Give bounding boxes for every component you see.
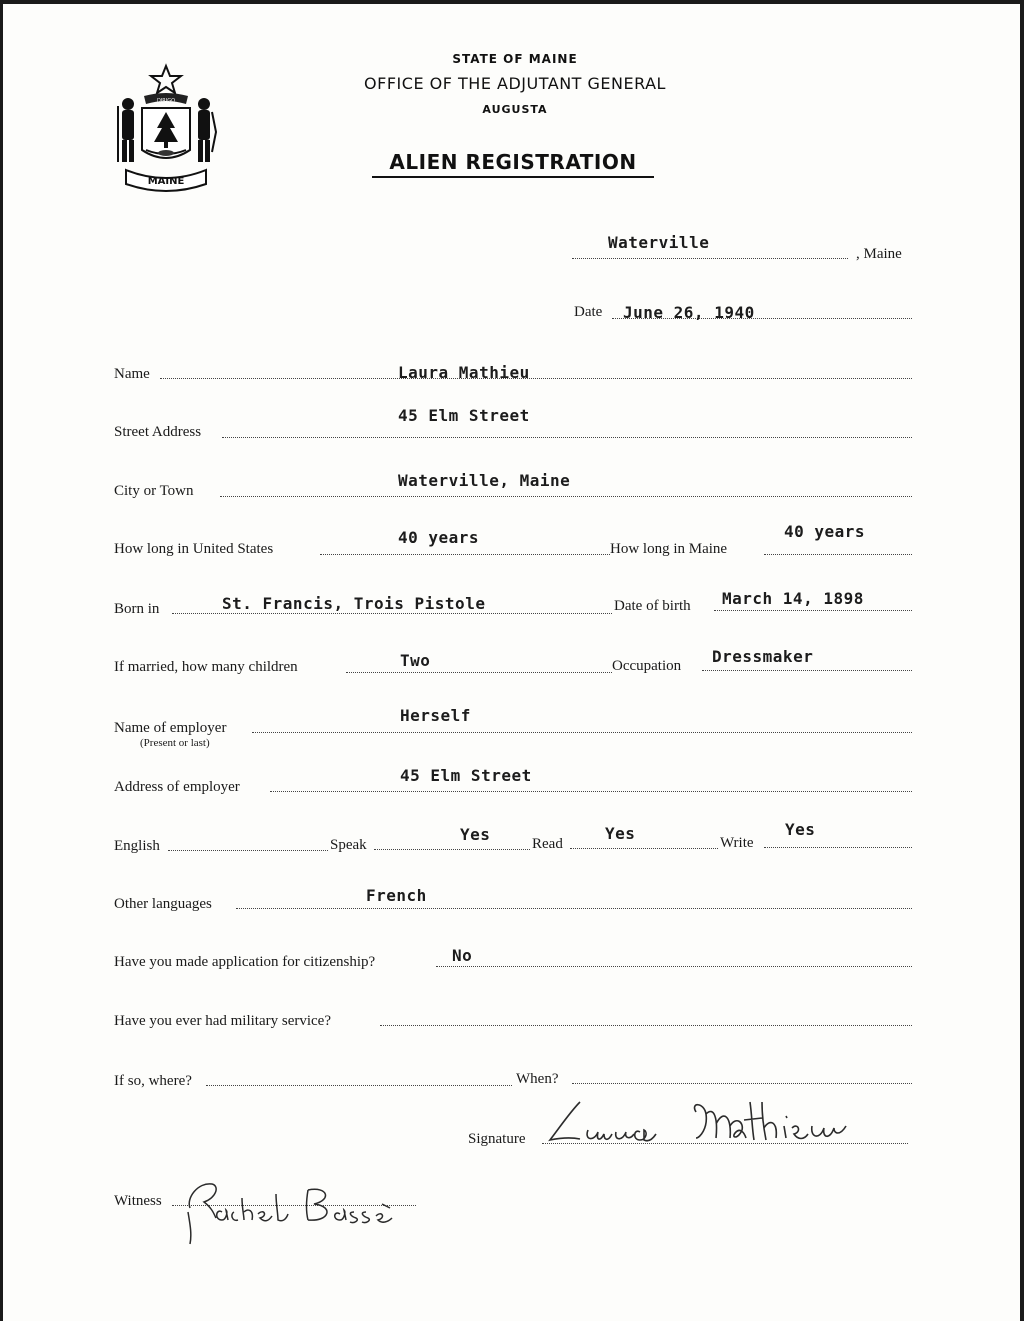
maine-label: , Maine [856, 246, 902, 262]
signature-handwriting [540, 1082, 910, 1154]
children-line [346, 672, 612, 673]
other-languages-label: Other languages [114, 896, 212, 912]
where-line [206, 1085, 512, 1086]
born-in-value: St. Francis, Trois Pistole [222, 594, 486, 613]
other-languages-value: French [366, 886, 427, 905]
read-value: Yes [605, 824, 636, 843]
how-long-us-label: How long in United States [114, 541, 274, 557]
city-label: City or Town [114, 483, 194, 499]
signature-label: Signature [468, 1131, 526, 1147]
read-line [570, 848, 718, 849]
how-long-maine-value: 40 years [784, 522, 866, 541]
employer-address-label: Address of employer [114, 779, 240, 795]
witness-handwriting [168, 1168, 428, 1248]
scan-edge-top [0, 0, 1024, 4]
employer-address-line [270, 791, 912, 792]
occupation-value: Dressmaker [712, 647, 814, 666]
citizenship-value: No [452, 946, 473, 965]
witness-label: Witness [114, 1193, 162, 1209]
where-label: If so, where? [114, 1073, 192, 1089]
employer-address-value: 45 Elm Street [400, 766, 532, 785]
form-title: ALIEN REGISTRATION [372, 150, 654, 178]
street-address-value: 45 Elm Street [398, 406, 530, 425]
born-in-line [172, 613, 612, 614]
how-long-us-line [320, 554, 610, 555]
town-value: Waterville [608, 233, 710, 252]
header-office: OFFICE OF THE ADJUTANT GENERAL [364, 74, 666, 93]
how-long-maine-label: How long in Maine [610, 541, 728, 557]
other-languages-line [236, 908, 912, 909]
name-label: Name [114, 366, 150, 382]
how-long-us-value: 40 years [398, 528, 480, 547]
children-label: If married, how many children [114, 659, 298, 675]
military-line [380, 1025, 912, 1026]
born-in-label: Born in [114, 601, 160, 617]
employer-note: (Present or last) [140, 737, 210, 749]
name-value: Laura Mathieu [398, 363, 530, 382]
occupation-label: Occupation [612, 658, 682, 674]
date-value: June 26, 1940 [623, 303, 755, 322]
state-seal-icon [112, 62, 220, 194]
date-label: Date [574, 304, 603, 320]
street-address-line [222, 437, 912, 438]
employer-name-value: Herself [400, 706, 471, 725]
speak-line [374, 849, 530, 850]
date-of-birth-value: March 14, 1898 [722, 589, 864, 608]
speak-label: Speak [330, 837, 367, 853]
employer-name-label: Name of employer [114, 720, 227, 736]
date-of-birth-line [714, 610, 912, 611]
read-label: Read [532, 836, 563, 852]
city-value: Waterville, Maine [398, 471, 571, 490]
write-label: Write [720, 835, 754, 851]
seal-motto: MAINE [147, 176, 185, 187]
employer-name-line [252, 732, 912, 733]
header-state: STATE OF MAINE [452, 52, 578, 66]
when-label: When? [516, 1071, 559, 1087]
date-of-birth-label: Date of birth [614, 598, 691, 614]
write-line [764, 847, 912, 848]
speak-value: Yes [460, 825, 491, 844]
english-label: English [114, 838, 160, 854]
scan-edge-right [1020, 0, 1024, 1321]
how-long-maine-line [764, 554, 912, 555]
seal-star-text: DIRIGO [156, 98, 176, 104]
english-line [168, 850, 328, 851]
street-address-label: Street Address [114, 424, 202, 440]
occupation-line [702, 670, 912, 671]
military-label: Have you ever had military service? [114, 1013, 331, 1029]
children-value: Two [400, 651, 431, 670]
town-line [572, 258, 848, 259]
city-line [220, 496, 912, 497]
scan-edge-left [0, 0, 3, 1321]
citizenship-label: Have you made application for citizenship? [114, 954, 376, 970]
name-line [160, 378, 912, 379]
citizenship-line [436, 966, 912, 967]
header-city: AUGUSTA [482, 103, 548, 116]
write-value: Yes [785, 820, 816, 839]
